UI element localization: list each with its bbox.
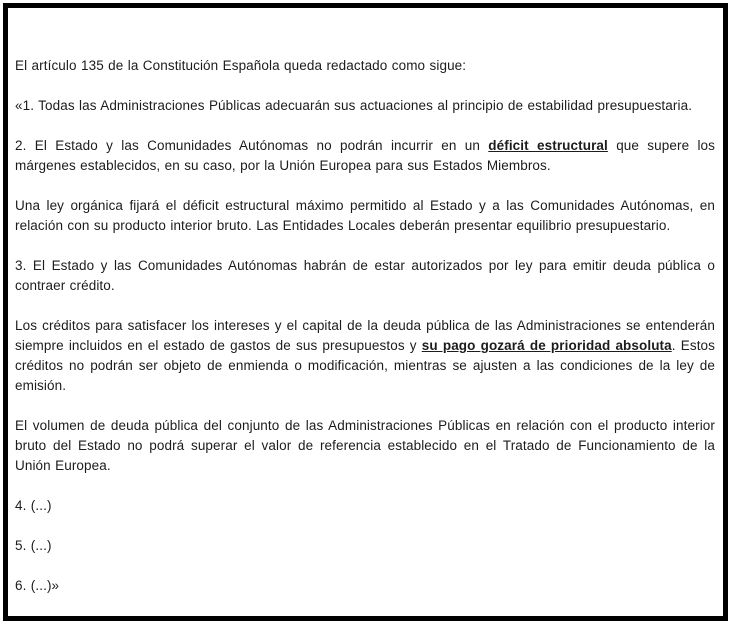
paragraph <box>15 136 715 176</box>
emphasized-phrase: déficit estructural <box>488 138 608 153</box>
paragraph <box>15 316 715 396</box>
paragraph <box>15 496 715 516</box>
text-segment: El artículo 135 de la Constitución Española queda redactado como sigue: <box>15 58 467 73</box>
document-frame <box>3 3 728 621</box>
paragraph <box>15 416 715 476</box>
document-body <box>15 56 715 596</box>
text-segment: 4. (...) <box>15 498 52 513</box>
paragraph <box>15 536 715 556</box>
paragraph <box>15 576 715 596</box>
paragraph <box>15 56 715 76</box>
paragraph <box>15 96 715 116</box>
text-segment: 6. (...)» <box>15 578 60 593</box>
text-segment: El volumen de deuda pública del conjunto de las Administraciones Públicas en relación con el producto interior bruto del Estado no podrá superar el valor de referencia establecido en el Tratado de Funcionamiento de la Unión Europea. <box>15 418 715 473</box>
text-segment: Una ley orgánica fijará el déficit estructural máximo permitido al Estado y a las Comunidades Autónomas, en relación con su producto interior bruto. Las Entidades Locales deberán presentar equilibrio presupuestario. <box>15 198 715 233</box>
text-segment: «1. Todas las Administraciones Públicas adecuarán sus actuaciones al principio de estabilidad presupuestaria. <box>15 98 693 113</box>
paragraph <box>15 256 715 296</box>
text-segment: . Estos créditos no podrán ser objeto de enmienda o modificación, mientras se ajusten a las condiciones de la ley de emisión. <box>15 338 716 393</box>
text-segment: 3. El Estado y las Comunidades Autónomas habrán de estar autorizados por ley para emitir deuda pública o contraer crédito. <box>15 258 715 293</box>
text-segment: 2. El Estado y las Comunidades Autónomas no podrán incurrir en un <box>15 138 489 153</box>
text-segment: 5. (...) <box>15 538 52 553</box>
paragraph <box>15 196 715 236</box>
text-segment: que supere los márgenes establecidos, en su caso, por la Unión Europea para sus Estados Miembros. <box>15 138 716 173</box>
emphasized-phrase: su pago gozará de prioridad absoluta <box>421 338 672 353</box>
text-segment: Los créditos para satisfacer los intereses y el capital de la deuda pública de las Administraciones se entenderán siempre incluidos en el estado de gastos de sus presupuestos y <box>15 318 715 353</box>
